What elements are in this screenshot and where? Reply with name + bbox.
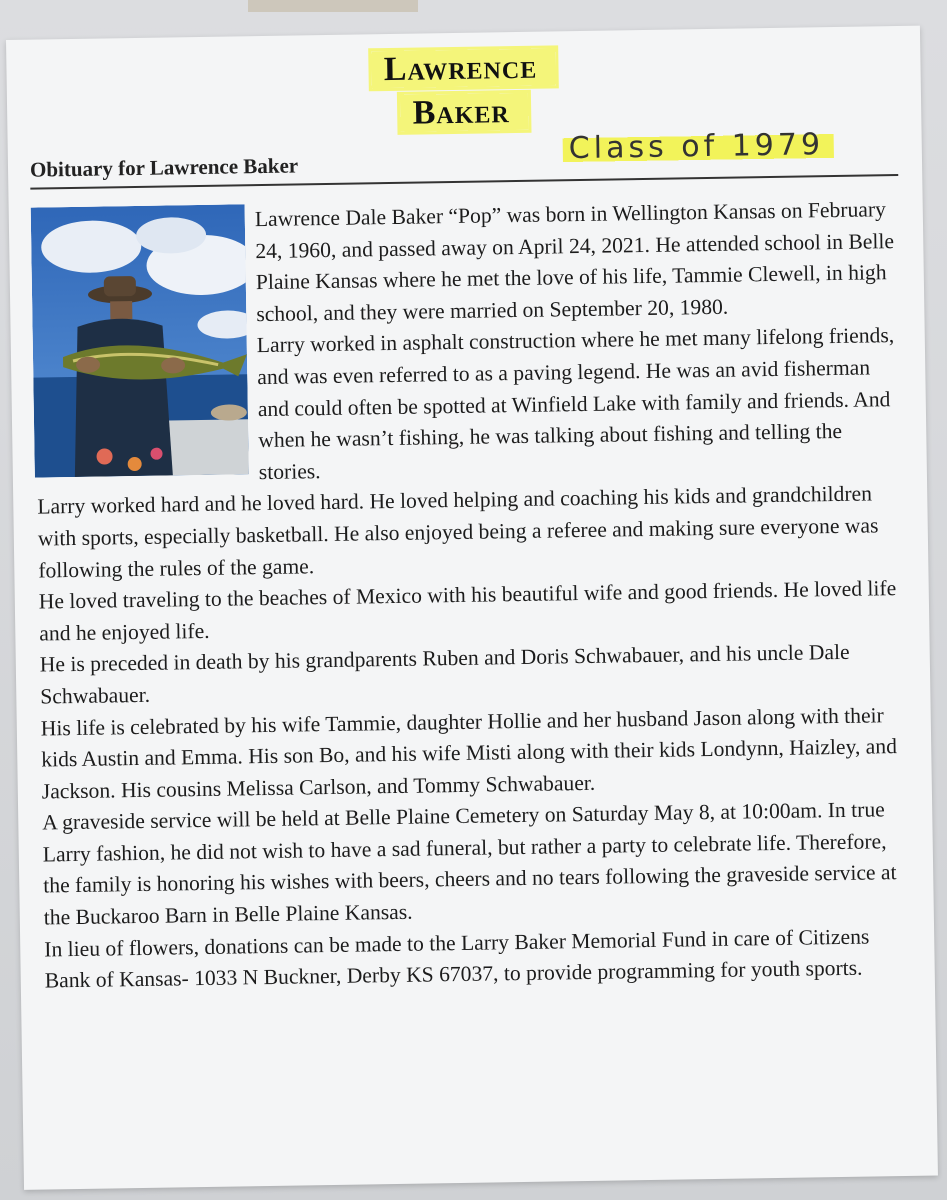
paragraph-donations: In lieu of flowers, donations can be made to the Larry Baker Memorial Fund in care of Citizens Bank of Kansas- 1033 N Buckner, Derby KS 67037, to provide programming for youth sports. xyxy=(44,924,870,993)
obituary-heading: Obituary for Lawrence Baker xyxy=(29,153,299,182)
obituary-page xyxy=(6,26,938,1190)
paragraph-birth: Lawrence Dale Baker “Pop” was born in Wellington Kansas on February 24, 1960, and passed away on April 24, 2021. He attended school in Belle Plaine Kansas where he met the love of his life, Tammie Clewell, in high school, and they were married on September 20, 1980. xyxy=(254,197,895,326)
paragraph-preceded: He is preceded in death by his grandparents Ruben and Doris Schwabauer, and his uncle Dale Schwabauer. xyxy=(39,640,850,709)
paragraph-career: Larry worked in asphalt construction where he met many lifelong friends, and was even referred to as a paving legend. He was an avid fisherman and could often be spotted at Winfield Lake with family and friends. And when he wasn’t fishing, he was talking about fishing and telling the stories. xyxy=(256,323,895,484)
paragraph-family-sports: Larry worked hard and he loved hard. He loved helping and coaching his kids and grandchildren with sports, especially basketball. He also enjoyed being a referee and making sure everyone was following the rules of the game. xyxy=(37,481,879,583)
tape-strip xyxy=(248,0,418,12)
handwritten-class-note: Class of 1979 xyxy=(563,127,835,166)
obituary-body xyxy=(33,194,911,997)
paragraph-service: A graveside service will be held at Belle Plaine Cemetery on Saturday May 8, at 10:00am. In true Larry fashion, he did not wish to have a sad funeral, but rather a party to celebrate life. Therefore, the family is honoring his wishes with beers, cheers and no tears following the graveside service at the Buckaroo Barn in Belle Plaine Kansas. xyxy=(42,797,897,930)
title-last-name: Baker xyxy=(7,86,922,140)
photo-spacer xyxy=(33,204,259,489)
paragraph-survivors: His life is celebrated by his wife Tammie, daughter Hollie and her husband Jason along with their kids Austin and Emma. His son Bo, and his wife Misti along with their kids Londynn, Haizley, and Jackson. His cousins Melissa Carlson, and Tommy Schwabauer. xyxy=(40,702,898,804)
paragraph-travel: He loved traveling to the beaches of Mexico with his beautiful wife and good friends. He loved life and he enjoyed life. xyxy=(38,576,897,646)
title-first-name: Lawrence xyxy=(6,42,921,96)
